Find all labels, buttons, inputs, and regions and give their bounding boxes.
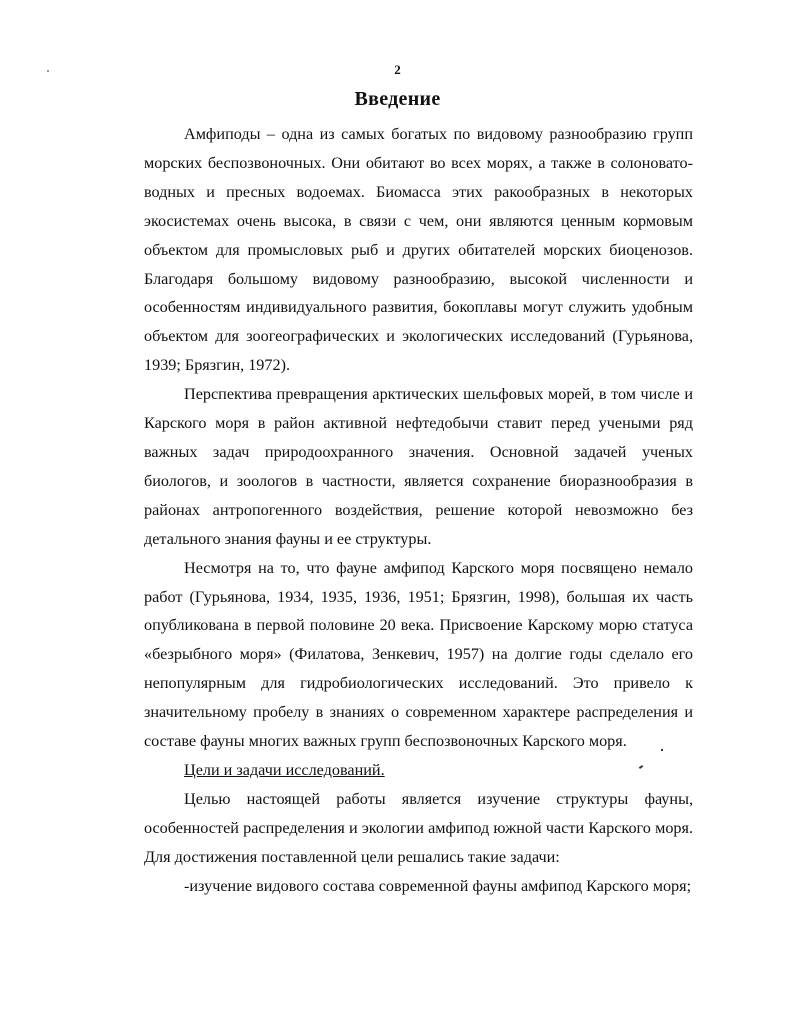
goals-section-title: Цели и задачи исследований. [184, 760, 385, 779]
scan-artifact-dot [47, 70, 49, 72]
page-number: 2 [394, 62, 401, 77]
paragraph-perspective: Перспектива превращения арктических шельфовых морей, в том числе и Карского моря в район активной нефтедобычи ставит перед учеными ряд важных задач природоохранного значения. Основной задачей ученых биологов, и зоологов в частности, является сохранение биоразнообразия в районах антропогенного воздействия, решение которой невозможно без детального знания фауны и ее структуры. [144, 385, 693, 548]
paragraph-task-1: -изучение видового состава современной фауны амфипод Карского моря; [184, 876, 692, 895]
scan-artifact-dot [661, 749, 663, 751]
paragraph-history: Несмотря на то, что фауне амфипод Карского моря посвящено немало работ (Гурьянова, 1934, 1935, 1936, 1951; Брязгин, 1998), большая их часть опубликована в первой половине 20 века. Присвоение Карскому морю статуса «безрыбного моря» (Филатова, Зенкевич, 1957) на долгие годы сделало его непопулярным для гидробиологических исследований. Это привело к значительному пробелу в знаниях о современном характере распределения и составе фауны многих важных групп беспозвоночных Карского моря. [144, 558, 693, 751]
paragraph-intro: Амфиподы – одна из самых богатых по видовому разнообразию групп морских беспозвоночных. Они обитают во всех морях, а также в солоновато-водных и пресных водоемах. Биомасса этих ракообразных в некоторых экосистемах очень высока, в связи с чем, они являются ценным кормовым объектом для промысловых рыб и других обитателей морских биоценозов. Благодаря большому видовому разнообразию, высокой численности и особенностям индивидуального развития, бокоплавы могут служить удобным объектом для зоогеографических и экологических исследований (Гурьянова, 1939; Брязгин, 1972). [144, 125, 693, 375]
document-body [144, 120, 693, 900]
paragraph-goal: Целью настоящей работы является изучение структуры фауны, особенностей распределения и экологии амфипод южной части Карского моря. Для достижения поставленной цели решались такие задачи: [144, 789, 693, 866]
page-heading: Введение [354, 88, 441, 110]
